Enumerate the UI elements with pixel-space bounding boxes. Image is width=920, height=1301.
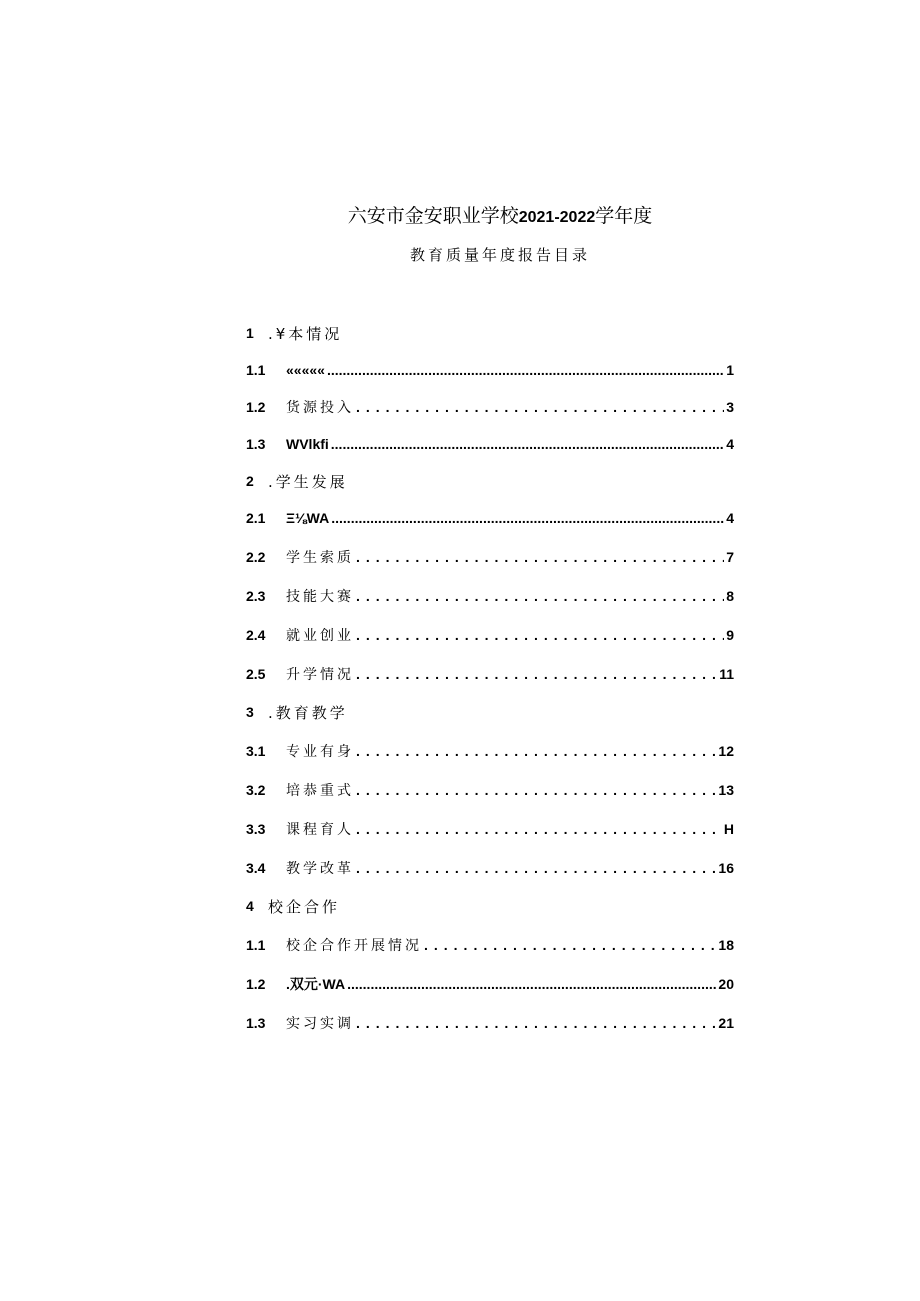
toc-number: 2 xyxy=(246,473,254,489)
toc-number: 2.2 xyxy=(246,549,266,565)
toc-number: 3 xyxy=(246,704,254,720)
toc-page-number: 4 xyxy=(726,510,734,526)
toc-page-number: H xyxy=(723,821,734,837)
toc-number: 1.2 xyxy=(246,399,266,415)
toc-page-number: 1 xyxy=(726,362,734,378)
toc-page-number: 21 xyxy=(718,1015,734,1031)
toc-label: 就业创业 xyxy=(286,628,354,644)
toc-dot-leader xyxy=(356,1015,716,1031)
toc-dot-leader xyxy=(331,436,724,452)
toc-page-number: 3 xyxy=(726,399,734,415)
toc-label: 学生索质 xyxy=(286,550,354,566)
toc-label: .¥本情况 xyxy=(268,324,343,343)
toc-label: 课程育人 xyxy=(286,822,354,838)
toc-dot-leader xyxy=(356,666,717,682)
toc-dot-leader xyxy=(356,627,724,643)
toc-chapter[interactable] xyxy=(246,701,734,723)
toc-dot-leader xyxy=(356,743,716,759)
toc-page-number: 8 xyxy=(726,588,734,604)
toc-dot-leader xyxy=(356,588,724,604)
toc-label: Ξ⅛WA xyxy=(286,510,330,526)
toc-page-number: 9 xyxy=(726,627,734,643)
toc-number: 3.3 xyxy=(246,821,266,837)
toc-label: 校企合作 xyxy=(268,897,341,916)
toc-entry[interactable] xyxy=(246,624,734,646)
toc-chapter[interactable] xyxy=(246,470,734,492)
toc-entry[interactable] xyxy=(246,1012,734,1034)
toc-page-number: 7 xyxy=(726,549,734,565)
toc-chapter[interactable] xyxy=(246,322,734,344)
toc-label: 校企合作开展情况 xyxy=(286,938,422,954)
toc-label: .学生发展 xyxy=(268,472,348,491)
toc-dot-leader xyxy=(347,976,716,992)
toc-number: 3.1 xyxy=(246,743,266,759)
toc-dot-leader xyxy=(327,362,724,378)
toc-entry[interactable] xyxy=(246,973,734,995)
toc-number: 2.3 xyxy=(246,588,266,604)
toc-number: 1.2 xyxy=(246,976,266,992)
toc-page-number: 13 xyxy=(718,782,734,798)
toc-entry[interactable] xyxy=(246,779,734,801)
toc-entry[interactable] xyxy=(246,857,734,879)
toc-dot-leader xyxy=(356,549,724,565)
toc-entry[interactable] xyxy=(246,507,734,529)
toc-label: 培恭重式 xyxy=(286,783,354,799)
toc-dot-leader xyxy=(356,782,716,798)
toc-label: 技能大赛 xyxy=(286,589,354,605)
toc-entry[interactable] xyxy=(246,546,734,568)
toc-label: WVlkfi xyxy=(286,436,329,452)
toc-page-number: 4 xyxy=(726,436,734,452)
toc-label: ««««« xyxy=(286,362,325,378)
toc-number: 1 xyxy=(246,325,254,341)
toc-number: 4 xyxy=(246,898,254,914)
toc-label: .教育教学 xyxy=(268,703,348,722)
title-suffix: 学年度 xyxy=(595,205,653,227)
toc-entry[interactable] xyxy=(246,396,734,418)
toc-chapter[interactable] xyxy=(246,895,734,917)
toc-dot-leader xyxy=(356,860,716,876)
toc-entry[interactable] xyxy=(246,934,734,956)
toc-entry[interactable] xyxy=(246,433,734,455)
toc-entry[interactable] xyxy=(246,740,734,762)
report-subtitle: 教育质量年度报告目录 xyxy=(409,246,590,264)
toc-number: 1.1 xyxy=(246,362,266,378)
toc-label: 升学情况 xyxy=(286,667,354,683)
toc-entry[interactable] xyxy=(246,585,734,607)
toc-label: 教学改革 xyxy=(286,861,354,877)
toc-dot-leader xyxy=(356,821,722,837)
toc-number: 2.4 xyxy=(246,627,266,643)
toc-entry[interactable] xyxy=(246,359,734,381)
toc-page-number: 12 xyxy=(718,743,734,759)
toc-number: 3.2 xyxy=(246,782,266,798)
toc-label: 专业有身 xyxy=(286,744,354,760)
toc-entry[interactable] xyxy=(246,663,734,685)
toc-page-number: 18 xyxy=(718,937,734,953)
toc-dot-leader xyxy=(356,399,724,415)
toc-number: 1.3 xyxy=(246,436,266,452)
report-title xyxy=(0,201,920,228)
toc-label: 货源投入 xyxy=(286,400,354,416)
toc-page-number: 16 xyxy=(718,860,734,876)
toc-number: 1.3 xyxy=(246,1015,266,1031)
title-prefix: 六安市金安职业学校 xyxy=(347,205,519,227)
toc-number: 1.1 xyxy=(246,937,266,953)
toc-dot-leader xyxy=(331,510,724,526)
title-year: 2021-2022 xyxy=(518,209,596,226)
toc-page-number: 11 xyxy=(719,666,734,682)
toc-label: .双元·WA xyxy=(286,976,346,992)
toc-dot-leader xyxy=(424,937,716,953)
toc-number: 2.1 xyxy=(246,510,266,526)
toc-number: 3.4 xyxy=(246,860,266,876)
toc-label: 实习实调 xyxy=(286,1016,354,1032)
toc-page-number: 20 xyxy=(718,976,734,992)
toc-number: 2.5 xyxy=(246,666,266,682)
toc-entry[interactable] xyxy=(246,818,734,840)
